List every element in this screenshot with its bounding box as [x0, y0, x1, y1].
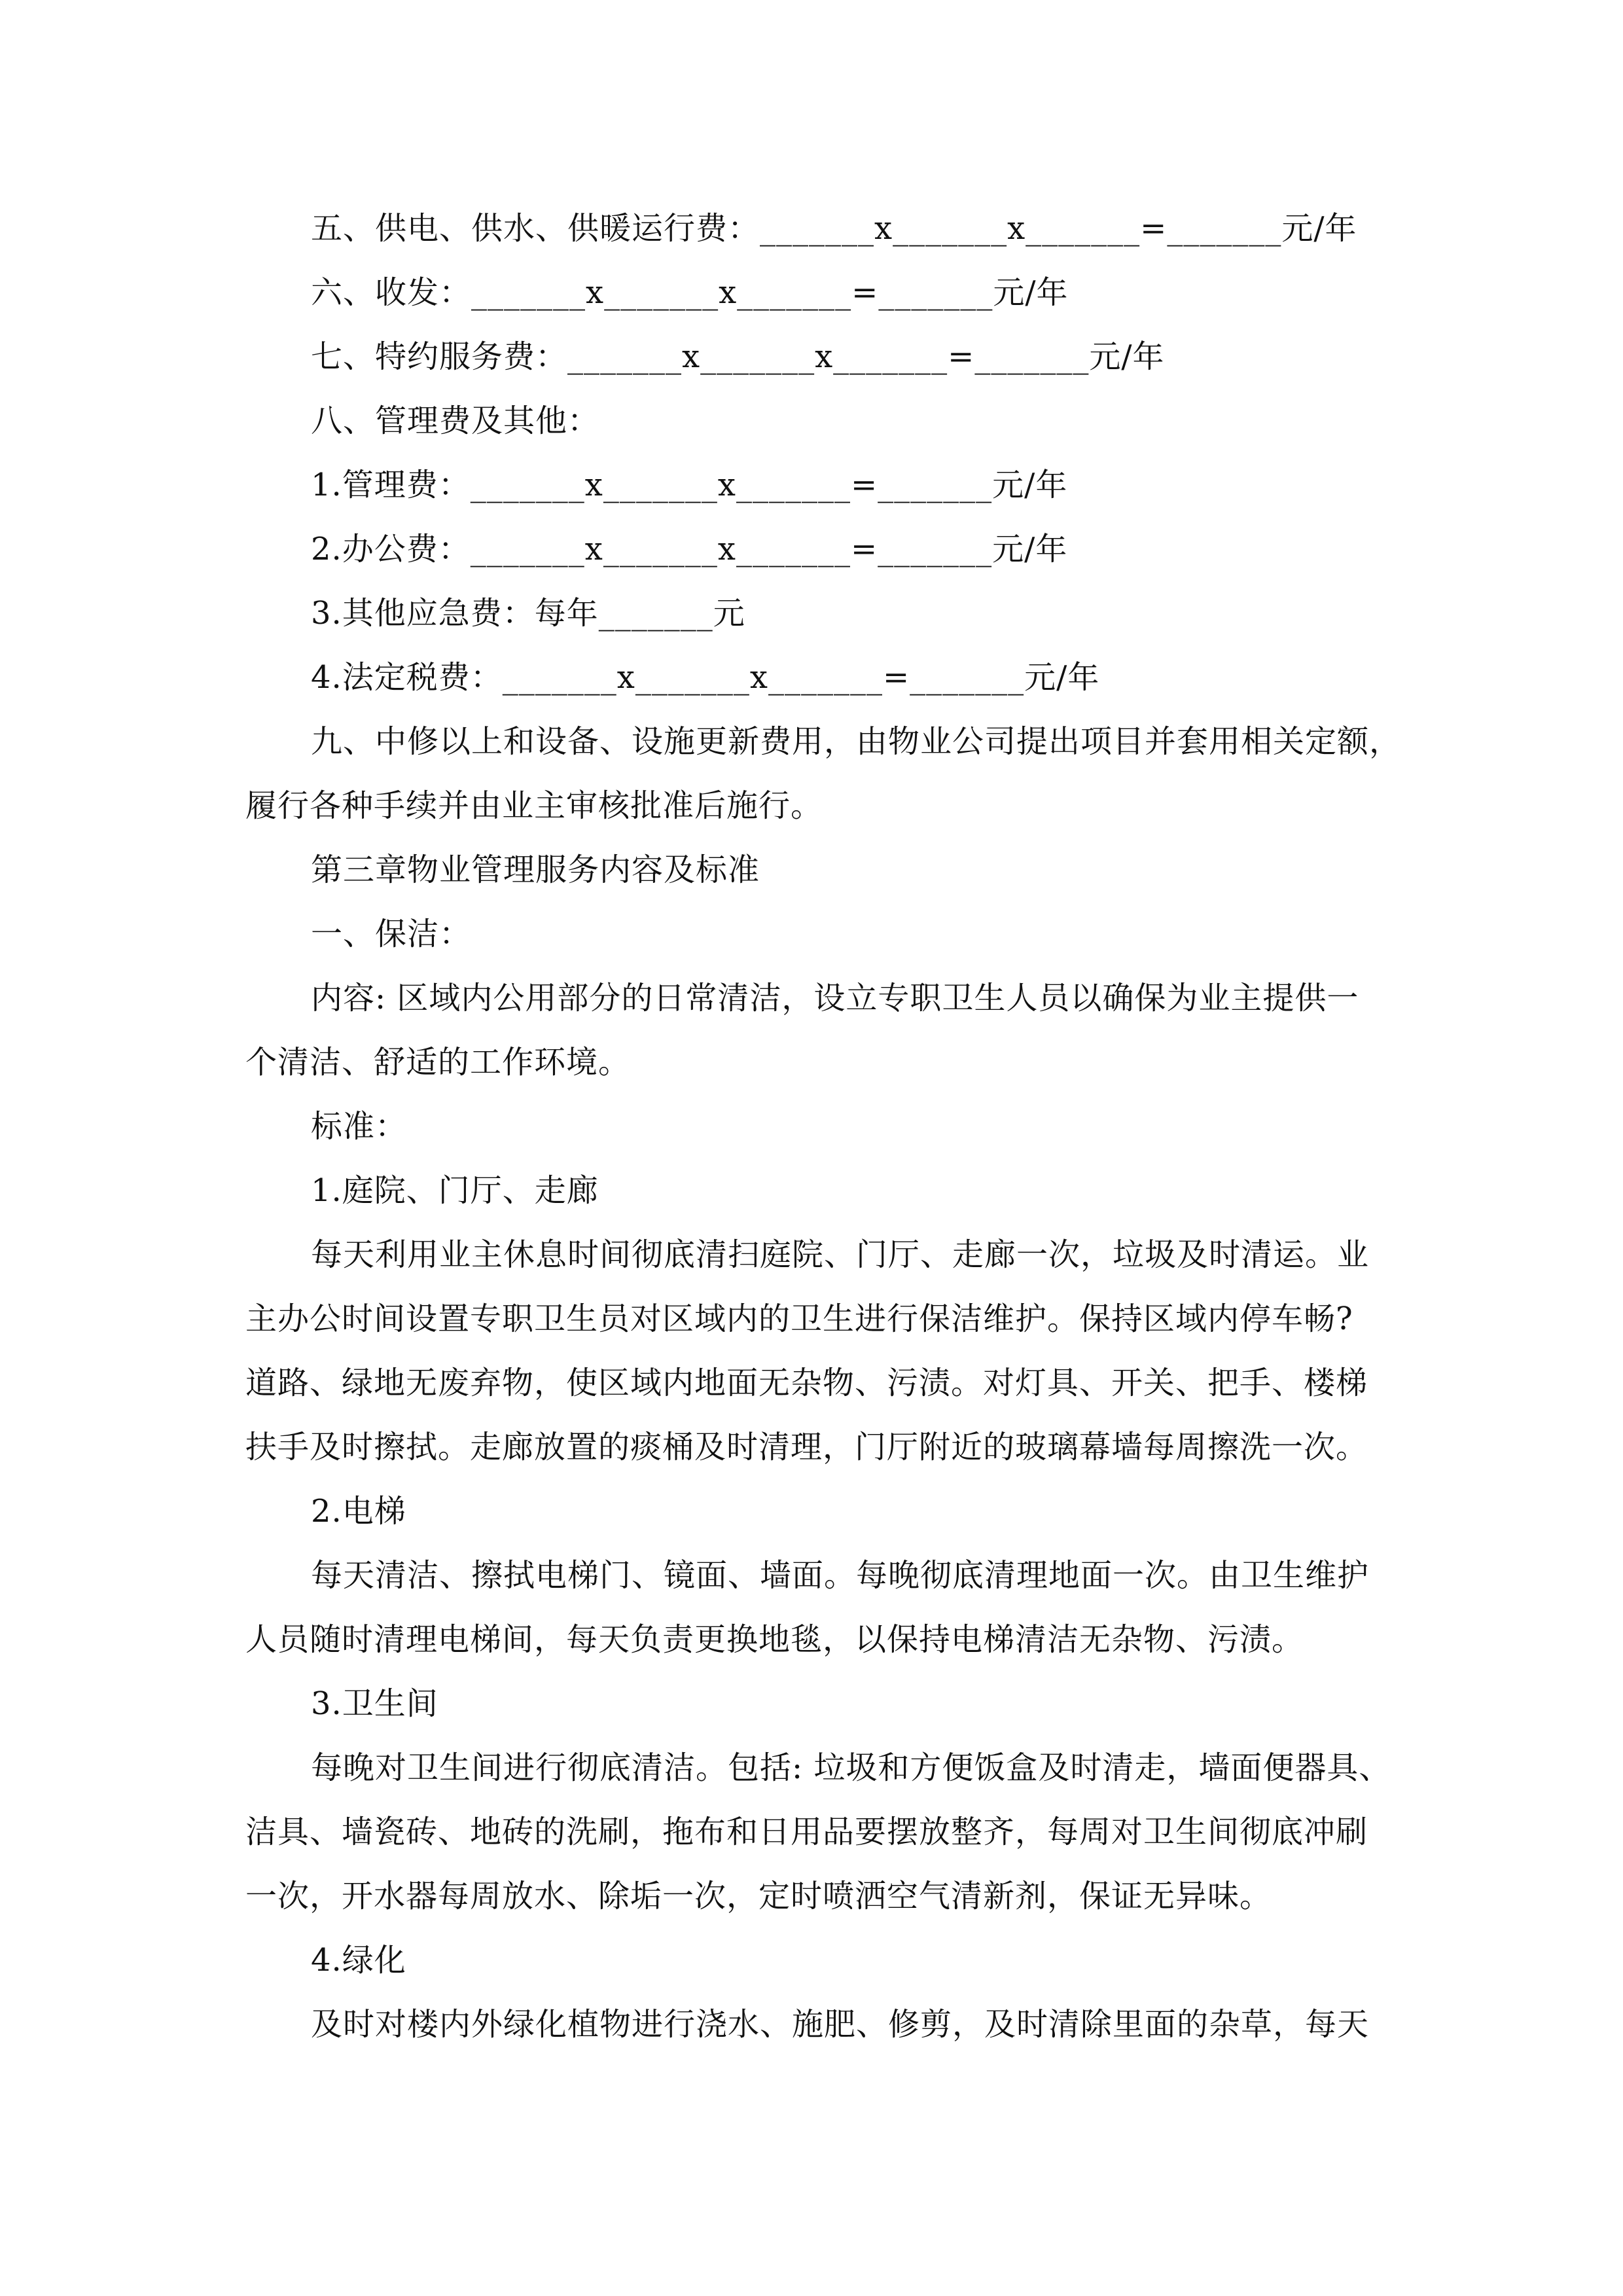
fee-item-special-service: 七、特约服务费：_______x_______x_______=_______元/年 — [311, 338, 1165, 375]
paragraph-line: 及时对楼内外绿化植物进行浇水、施肥、修剪，及时清除里面的杂草，每天 — [311, 2006, 1370, 2043]
paragraph-line: 每晚对卫生间进行彻底清洁。包括: 垃圾和方便饭盒及时清走，墙面便器具、 — [311, 1749, 1391, 1786]
fee-item-mail: 六、收发：_______x_______x_______=_______元/年 — [311, 274, 1069, 311]
fee-subitem-management: 1.管理费：_______x_______x_______=_______元/年 — [311, 467, 1068, 503]
fee-item-power-water-heating: 五、供电、供水、供暖运行费：_______x_______x_______=_______元/年 — [311, 210, 1357, 247]
standard-heading: 标准： — [311, 1108, 408, 1145]
subsection-heading-elevator: 2.电梯 — [311, 1493, 406, 1530]
paragraph-line: 扶手及时擦拭。走廊放置的痰桶及时清理，门厅附近的玻璃幕墙每周擦洗一次。 — [245, 1429, 1368, 1465]
chapter-heading: 第三章物业管理服务内容及标准 — [311, 852, 760, 888]
paragraph-line: 九、中修以上和设备、设施更新费用，由物业公司提出项目并套用相关定额， — [311, 723, 1402, 760]
section-heading-cleaning: 一、保洁： — [311, 916, 472, 952]
fee-subitem-emergency: 3.其他应急费：每年_______元 — [311, 595, 745, 632]
paragraph-line: 每天清洁、擦拭电梯门、镜面、墙面。每晚彻底清理地面一次。由卫生维护 — [311, 1557, 1370, 1594]
document-body — [245, 196, 1402, 2056]
paragraph-line: 履行各种手续并由业主审核批准后施行。 — [245, 787, 823, 824]
subsection-heading-courtyard: 1.庭院、门厅、走廊 — [311, 1172, 599, 1209]
fee-heading-management-other: 八、管理费及其他： — [311, 403, 600, 439]
fee-subitem-tax: 4.法定税费：_______x_______x_______=_______元/年 — [311, 659, 1100, 696]
paragraph-line: 内容: 区域内公用部分的日常清洁，设立专职卫生人员以确保为业主提供一 — [311, 980, 1359, 1016]
paragraph-line: 主办公时间设置专职卫生员对区域内的卫生进行保洁维护。保持区域内停车畅? — [245, 1300, 1353, 1337]
subsection-heading-greening: 4.绿化 — [311, 1942, 406, 1979]
paragraph-line: 每天利用业主休息时间彻底清扫庭院、门厅、走廊一次，垃圾及时清运。业 — [311, 1236, 1370, 1273]
paragraph-line: 个清洁、舒适的工作环境。 — [245, 1044, 631, 1081]
paragraph-line: 道路、绿地无废弃物，使区域内地面无杂物、污渍。对灯具、开关、把手、楼梯 — [245, 1365, 1368, 1401]
paragraph-line: 洁具、墙瓷砖、地砖的洗刷，拖布和日用品要摆放整齐，每周对卫生间彻底冲刷 — [245, 1814, 1368, 1850]
fee-subitem-office: 2.办公费：_______x_______x_______=_______元/年 — [311, 531, 1068, 567]
paragraph-line: 一次，开水器每周放水、除垢一次，定时喷洒空气清新剂，保证无异味。 — [245, 1878, 1272, 1914]
paragraph-line: 人员随时清理电梯间，每天负责更换地毯，以保持电梯清洁无杂物、污渍。 — [245, 1621, 1304, 1658]
subsection-heading-restroom: 3.卫生间 — [311, 1685, 438, 1722]
